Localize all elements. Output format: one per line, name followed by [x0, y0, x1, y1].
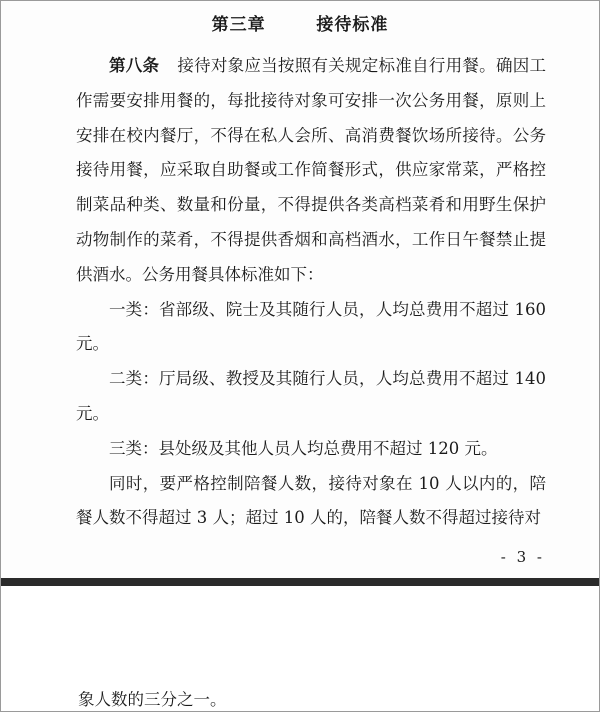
standard-class-one: 一类：省部级、院士及其随行人员，人均总费用不超过 160 元。 [76, 299, 546, 354]
chapter-heading: 第三章 接待标准 [211, 15, 389, 35]
document-page-4 [0, 586, 600, 712]
standard-class-three: 三类：县处级及其他人员人均总费用不超过 120 元。 [109, 438, 498, 458]
page-number: - 3 - [500, 548, 545, 566]
standard-class-two: 二类：厅局级、教授及其随行人员，人均总费用不超过 140 元。 [76, 369, 546, 423]
article-paragraph-intro-text: 接待对象应当按照有关规定标准自行用餐。确因工作需要安排用餐的，每批接待对象可安排一次公务用餐，原则上安排在校内餐厅，不得在私人会所、高消费餐饮场所接待。公务接待用餐，应采取自助餐或工作简餐形式，供应家常菜，严格控制菜品种类、数量和份量，不得提供各类高档菜肴和用野生保护动物制作的菜肴，不得提供香烟和高档酒水，工作日午餐禁止提供酒水。公务用餐具体标准如下： [76, 56, 546, 284]
article-label: 第八条 [109, 56, 160, 75]
article-paragraph-intro [76, 49, 546, 293]
accompany-rule-paragraph: 同时，要严格控制陪餐人数，接待对象在 10 人以内的，陪餐人数不得超过 3 人；超过 10 人的，陪餐人数不得超过接待对 [76, 473, 546, 528]
continuation-text: 象人数的三分之一。 [78, 690, 227, 709]
page-separator [0, 578, 600, 586]
article-body [76, 49, 546, 536]
